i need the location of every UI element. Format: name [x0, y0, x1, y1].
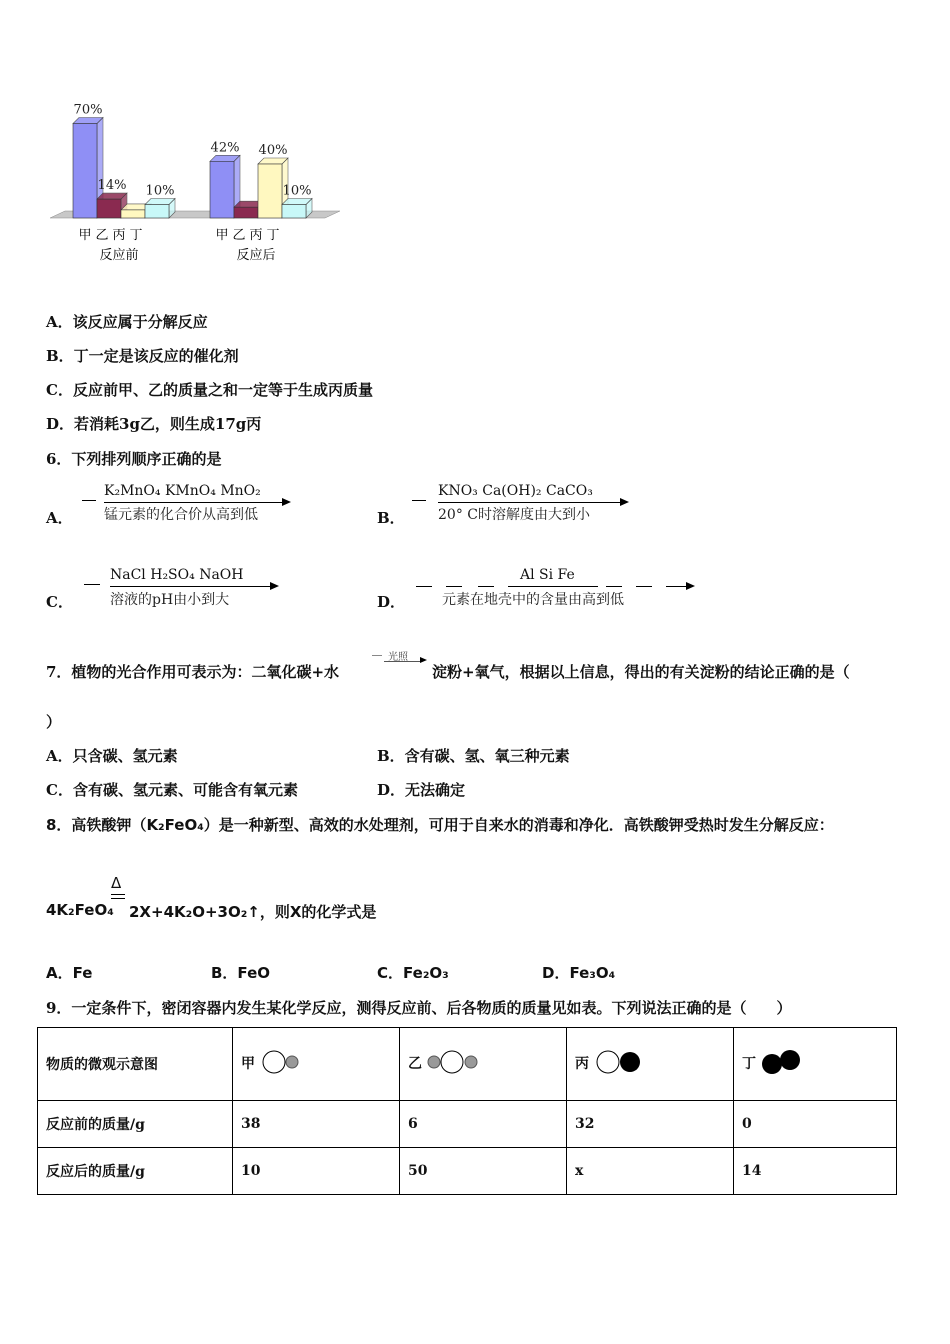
q8-equals-sign	[111, 894, 125, 899]
q8-delta: Δ	[111, 874, 122, 892]
table-cell: 0	[734, 1101, 897, 1148]
category-label: 甲	[78, 228, 92, 243]
data-label: 14%	[97, 178, 127, 194]
data-label: 70%	[73, 102, 103, 118]
table-header-cell: 丙	[567, 1028, 734, 1101]
table-header-cell: 丁	[734, 1028, 897, 1101]
q6-option-b-formulas: KNO₃ Ca(OH)₂ CaCO₃	[438, 483, 593, 499]
table-header-cell: 物质的微观示意图	[38, 1028, 233, 1101]
q7-stem-part2: 淀粉+氧气，根据以上信息，得出的有关淀粉的结论正确的是（	[432, 663, 850, 681]
category-label: 甲	[215, 228, 229, 243]
q6-option-c-caption: 溶液的pH由小到大	[110, 592, 230, 608]
table-cell: 50	[400, 1148, 567, 1195]
table-header-cell: 乙	[400, 1028, 567, 1101]
bar	[282, 199, 312, 219]
q5-option-d: D．若消耗3g乙，则生成17g丙	[46, 415, 262, 433]
q8-option-a: A．Fe	[46, 964, 93, 982]
data-label: 10%	[282, 183, 312, 199]
q7-option-b: B．含有碳、氢、氧三种元素	[377, 747, 570, 765]
category-label: 丙	[249, 228, 263, 243]
category-label: 乙	[232, 228, 246, 243]
molecule-bing-icon	[594, 1050, 644, 1078]
q7-option-d: D．无法确定	[377, 781, 466, 799]
q8-equation-right: 2X+4K₂O+3O₂↑，则X的化学式是	[129, 903, 377, 921]
q6-option-a-formulas: K₂MnO₄ KMnO₄ MnO₂	[104, 483, 261, 499]
q6-option-a-label: A．	[46, 509, 73, 527]
q7-stem-part3: ）	[46, 713, 62, 731]
group-label: 反应后	[236, 248, 276, 263]
molecule-ding-icon	[761, 1050, 805, 1078]
table-header-cell: 甲	[233, 1028, 400, 1101]
table-row	[38, 1101, 897, 1148]
q8-stem: 8．高铁酸钾（K₂FeO₄）是一种新型、高效的水处理剂，可用于自来水的消毒和净化．高铁酸钾受热时发生分解反应：	[46, 816, 834, 834]
q7-option-a: A．只含碳、氢元素	[46, 747, 178, 765]
table-cell: 反应后的质量/g	[38, 1148, 233, 1195]
table-cell: 32	[567, 1101, 734, 1148]
q5-option-a: A．该反应属于分解反应	[46, 313, 208, 331]
q9-stem: 9．一定条件下，密闭容器内发生某化学反应，测得反应前、后各物质的质量见如表。下列说法正确的是（ ）	[46, 999, 792, 1017]
q8-option-c: C．Fe₂O₃	[377, 964, 449, 982]
q7-arrow-condition: 光照	[388, 652, 408, 663]
q6-option-b-caption: 20° C时溶解度由大到小	[438, 507, 590, 523]
q8-equation-left: 4K₂FeO₄	[46, 901, 114, 919]
data-label: 10%	[145, 183, 175, 199]
q6-option-b-label: B．	[377, 509, 405, 527]
table-row	[38, 1148, 897, 1195]
q5-option-b: B．丁一定是该反应的催化剂	[46, 347, 239, 365]
q7-stem-part1: 7．植物的光合作用可表示为：二氧化碳+水	[46, 663, 340, 681]
table-cell: 反应前的质量/g	[38, 1101, 233, 1148]
q5-option-c: C．反应前甲、乙的质量之和一定等于生成丙质量	[46, 381, 373, 399]
category-label: 乙	[95, 228, 109, 243]
q6-option-c-formulas: NaCl H₂SO₄ NaOH	[110, 567, 244, 583]
q6-option-a-caption: 锰元素的化合价从高到低	[104, 507, 258, 523]
q8-option-d: D．Fe₃O₄	[542, 964, 616, 982]
table-cell: 14	[734, 1148, 897, 1195]
bar	[145, 199, 175, 219]
data-label: 42%	[210, 140, 240, 156]
q7-option-c: C．含有碳、氢元素、可能含有氧元素	[46, 781, 298, 799]
molecule-yi-icon	[427, 1050, 483, 1078]
q6-option-d-caption: 元素在地壳中的含量由高到低	[442, 592, 624, 608]
q9-mass-table	[37, 1027, 897, 1195]
table-cell: 10	[233, 1148, 400, 1195]
table-cell: 38	[233, 1101, 400, 1148]
category-label: 丙	[112, 228, 126, 243]
table-cell: 6	[400, 1101, 567, 1148]
category-label: 丁	[129, 228, 143, 243]
table-cell: x	[567, 1148, 734, 1195]
q6-option-c-label: C．	[46, 593, 73, 611]
molecule-jia-icon	[260, 1050, 304, 1078]
table-header-row	[38, 1028, 897, 1101]
data-label: 40%	[258, 143, 288, 158]
group-label: 反应前	[99, 248, 139, 263]
q6-option-d-label: D．	[377, 593, 406, 611]
q6-option-d-formulas: Al Si Fe	[520, 567, 575, 583]
bar-chart	[40, 95, 360, 270]
category-label: 丁	[266, 228, 280, 243]
q6-stem: 6．下列排列顺序正确的是	[46, 450, 222, 468]
q8-option-b: B．FeO	[211, 964, 270, 982]
